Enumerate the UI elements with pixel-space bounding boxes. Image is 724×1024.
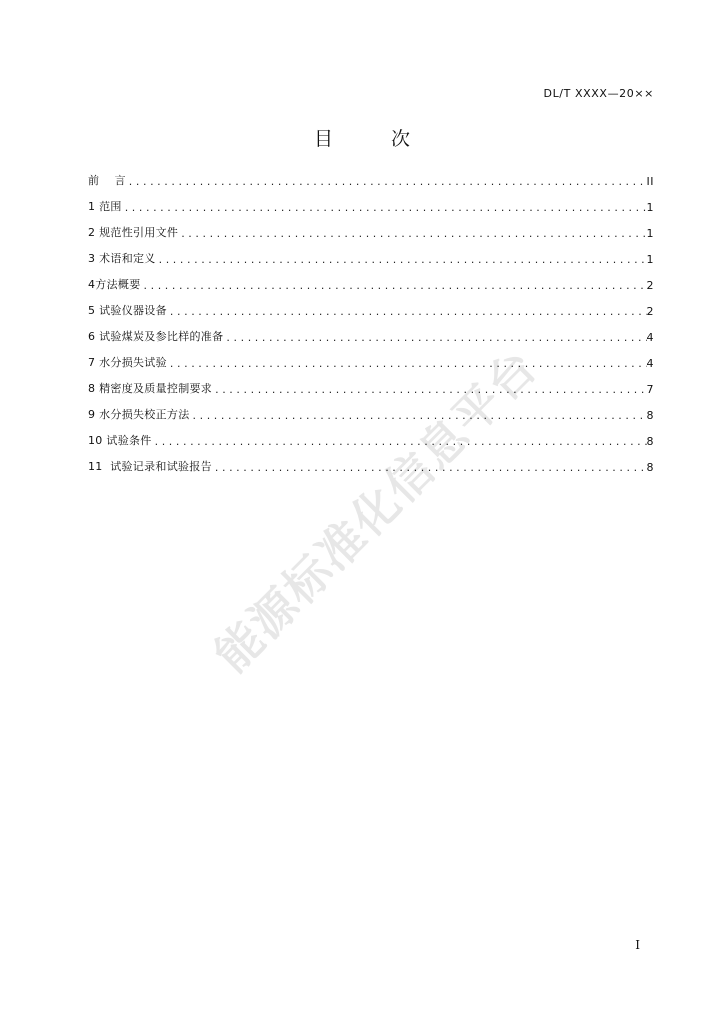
toc-entry-label: 4方法概要: [88, 278, 141, 291]
table-of-contents: [88, 162, 654, 474]
toc-entry[interactable]: [88, 370, 654, 396]
toc-entry-page: 8: [646, 409, 654, 422]
toc-entry-label: 9 水分损失校正方法: [88, 408, 190, 421]
toc-leader-dots: [167, 305, 647, 318]
toc-entry[interactable]: [88, 318, 654, 344]
toc-entry-page: 1: [646, 253, 654, 266]
toc-entry-label: 10 试验条件: [88, 434, 152, 447]
toc-entry-page: 4: [646, 331, 654, 344]
document-code: DL/T XXXX—20××: [543, 87, 654, 100]
toc-leader-dots: [178, 227, 646, 240]
toc-entry[interactable]: [88, 266, 654, 292]
toc-leader-dots: [167, 357, 647, 370]
toc-leader-dots: [126, 175, 647, 188]
toc-entry[interactable]: [88, 214, 654, 240]
toc-entry-page: 2: [646, 279, 654, 292]
toc-entry-label: 1 范围: [88, 200, 122, 213]
toc-leader-dots: [212, 383, 646, 396]
toc-leader-dots: [141, 279, 647, 292]
toc-entry-label: 3 术语和定义: [88, 252, 156, 265]
toc-entry[interactable]: [88, 162, 654, 188]
toc-entry-label: 6 试验煤炭及参比样的准备: [88, 330, 224, 343]
toc-title: 目 次: [313, 128, 437, 150]
toc-entry-label: 7 水分损失试验: [88, 356, 167, 369]
toc-entry[interactable]: [88, 240, 654, 266]
toc-entry-page: 1: [646, 227, 654, 240]
toc-entry[interactable]: [88, 396, 654, 422]
toc-leader-dots: [156, 253, 647, 266]
toc-entry[interactable]: [88, 344, 654, 370]
toc-entry-label: 8 精密度及质量控制要求: [88, 382, 213, 395]
toc-entry-page: 2: [646, 305, 654, 318]
toc-entry-page: 4: [646, 357, 654, 370]
toc-leader-dots: [122, 201, 647, 214]
page-number: I: [635, 938, 640, 952]
toc-entry[interactable]: [88, 422, 654, 448]
toc-entry-label: 11 试验记录和试验报告: [88, 460, 212, 473]
toc-entry-page: 8: [646, 435, 654, 448]
toc-entry-page: 1: [646, 201, 654, 214]
toc-entry[interactable]: [88, 188, 654, 214]
toc-leader-dots: [223, 331, 646, 344]
toc-entry-label: 2 规范性引用文件: [88, 226, 179, 239]
toc-entry-label: 前 言: [88, 174, 126, 187]
toc-entry[interactable]: [88, 292, 654, 318]
toc-entry-page: 7: [646, 383, 654, 396]
toc-entry-page: II: [646, 175, 654, 188]
watermark: 能源标准化信息平台: [204, 338, 549, 683]
toc-entry-label: 5 试验仪器设备: [88, 304, 167, 317]
toc-entry-page: 8: [646, 461, 654, 474]
